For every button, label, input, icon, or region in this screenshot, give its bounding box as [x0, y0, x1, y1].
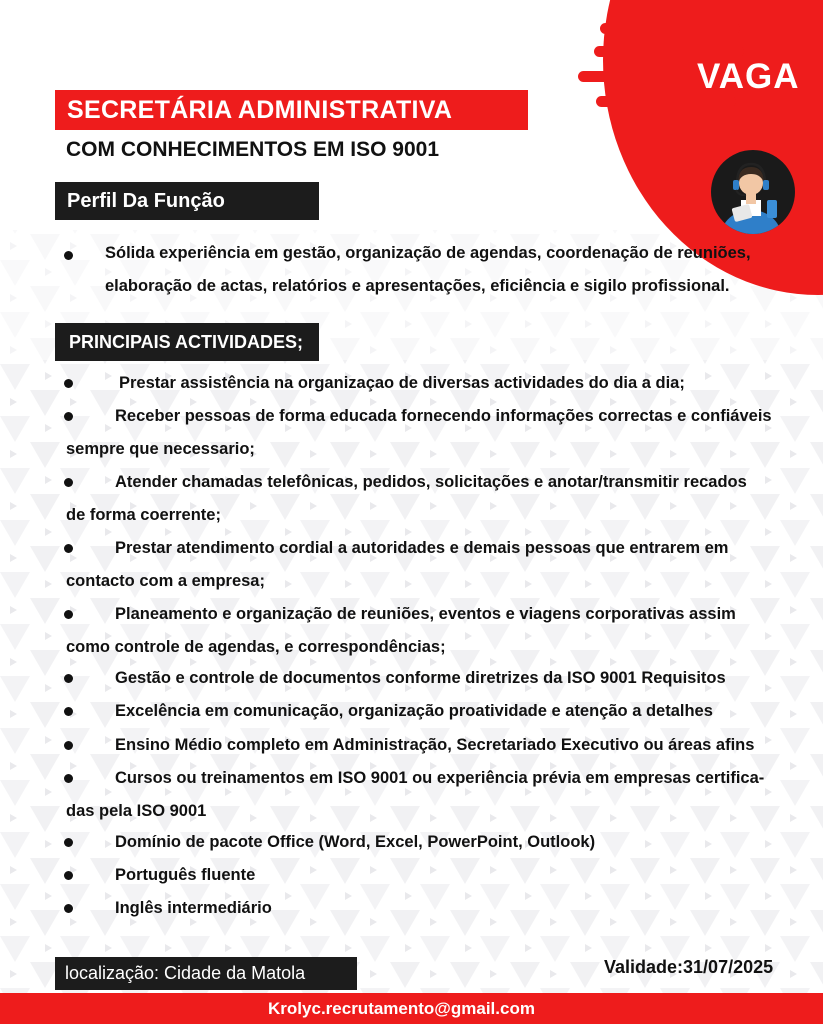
activity-item: Cursos ou treinamentos em ISO 9001 ou experiência prévia em empresas certifica-	[115, 769, 765, 787]
activity-item: Receber pessoas de forma educada fornecendo informações correctas e confiáveis	[115, 407, 772, 425]
activity-item: Inglês intermediário	[115, 899, 272, 917]
vaga-badge: VAGA	[697, 57, 800, 96]
activity-item: Excelência em comunicação, organização proatividade e atenção a detalhes	[115, 702, 713, 720]
bullet-dot-icon	[64, 478, 73, 487]
activity-item-continuation: de forma coerrente;	[66, 506, 221, 524]
bullet-dot-icon	[64, 774, 73, 783]
job-subtitle: COM CONHECIMENTOS EM ISO 9001	[66, 138, 440, 161]
footer-bar	[0, 993, 823, 1024]
job-title: SECRETÁRIA ADMINISTRATIVA	[67, 95, 453, 124]
activity-item: Planeamento e organização de reuniões, eventos e viagens corporativas assim	[115, 605, 736, 623]
bullet-dot-icon	[64, 674, 73, 683]
activity-item: Atender chamadas telefônicas, pedidos, solicitações e anotar/transmitir recados	[115, 473, 747, 491]
speed-line	[596, 96, 736, 107]
speed-line	[600, 23, 740, 34]
bullet-dot-icon	[64, 871, 73, 880]
profile-heading: Perfil Da Função	[55, 182, 319, 220]
bullet-dot-icon	[64, 544, 73, 553]
bullet-dot-icon	[64, 838, 73, 847]
activity-item: Português fluente	[115, 866, 256, 884]
activity-item: Domínio de pacote Office (Word, Excel, PowerPoint, Outlook)	[115, 833, 596, 851]
activity-item-continuation: contacto com a empresa;	[66, 572, 265, 590]
bullet-dot-icon	[64, 610, 73, 619]
activity-item: Gestão e controle de documentos conforme diretrizes da ISO 9001 Requisitos	[115, 669, 726, 687]
activity-item: Ensino Médio completo em Administração, Secretariado Executivo ou áreas afins	[115, 736, 755, 754]
receptionist-headset-icon	[711, 150, 795, 234]
location-label: localização: Cidade da Matola	[55, 957, 357, 990]
activity-item-continuation: das pela ISO 9001	[66, 802, 207, 820]
activities-heading: PRINCIPAIS ACTIVIDADES;	[55, 323, 319, 361]
profile-description: Sólida experiência em gestão, organização de agendas, coordenação de reuniões, elaboração de actas, relatórios e apresentações, eficiência e sigilo profissional.	[105, 244, 751, 295]
job-title-banner	[55, 90, 528, 130]
contact-email[interactable]: Krolyc.recrutamento@gmail.com	[268, 998, 535, 1018]
activity-item-continuation: sempre que necessario;	[66, 440, 255, 458]
bullet-dot-icon	[64, 379, 73, 388]
bullet-dot-icon	[64, 251, 73, 260]
validity-date: Validade:31/07/2025	[604, 957, 774, 977]
activity-item: Prestar atendimento cordial a autoridades e demais pessoas que entrarem em	[115, 539, 729, 557]
bullet-dot-icon	[64, 707, 73, 716]
activity-item: Prestar assistência na organizaçao de diversas actividades do dia a dia;	[119, 374, 685, 392]
bullet-dot-icon	[64, 412, 73, 421]
bullet-dot-icon	[64, 741, 73, 750]
speed-line	[594, 46, 744, 57]
bullet-dot-icon	[64, 904, 73, 913]
activity-item-continuation: como controle de agendas, e correspondências;	[66, 638, 446, 656]
